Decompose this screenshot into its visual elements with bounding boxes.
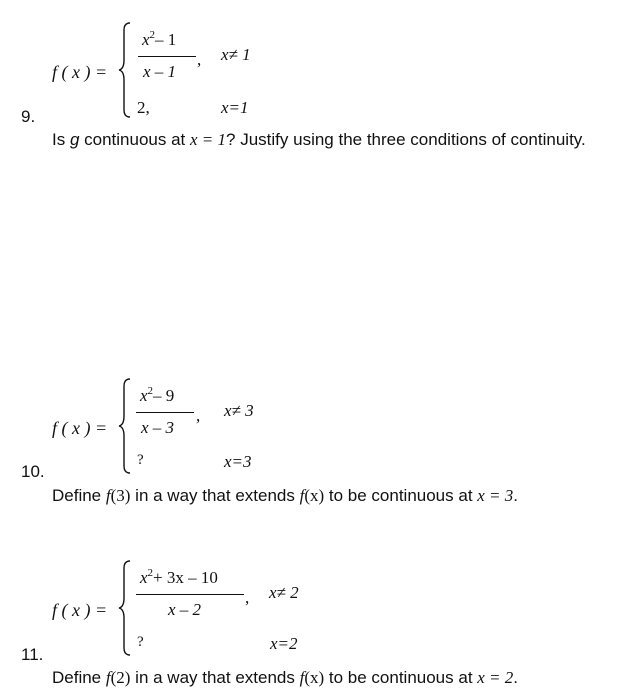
numerator: $x^2-$ 9	[140, 385, 175, 405]
case2-value: ?	[137, 452, 144, 468]
condition-1: x≠ 3	[224, 401, 254, 420]
problem-number: 9.	[21, 107, 36, 126]
comma: ,	[245, 588, 250, 607]
denominator: x – 3	[141, 418, 175, 437]
numerator: $x^2-$ 1	[142, 29, 177, 49]
left-brace	[118, 560, 132, 656]
function-lhs: f ( x ) =	[52, 62, 108, 82]
problem-number: 11.	[21, 645, 44, 664]
comma: ,	[197, 50, 202, 69]
denominator: x – 2	[168, 600, 202, 619]
left-brace	[118, 378, 132, 474]
function-lhs: f ( x ) =	[52, 418, 108, 438]
question-text: Define f(3) in a way that extends f(x) to be continuous at x = 3.	[52, 486, 519, 505]
case2-value: 2,	[137, 98, 150, 117]
denominator: x – 1	[143, 62, 177, 81]
condition-2: x=2	[270, 634, 298, 653]
condition-2: x=3	[224, 452, 252, 471]
condition-1: x≠ 1	[221, 45, 251, 64]
question-text: Is g continuous at x = 1? Justify using the three conditions of continuity.	[52, 130, 586, 149]
condition-2: x=1	[221, 98, 249, 117]
fraction-bar	[138, 56, 196, 57]
fraction-bar	[136, 594, 244, 595]
fraction-bar	[136, 412, 194, 413]
left-brace	[118, 22, 132, 118]
comma: ,	[196, 406, 201, 425]
problem-number: 10.	[21, 462, 45, 481]
numerator: $x^2+ 3x - 10$	[140, 567, 218, 587]
condition-1: x≠ 2	[269, 583, 299, 602]
function-lhs: f ( x ) =	[52, 600, 108, 620]
question-text: Define f(2) in a way that extends f(x) to be continuous at x = 2.	[52, 668, 519, 687]
case2-value: ?	[137, 634, 144, 650]
